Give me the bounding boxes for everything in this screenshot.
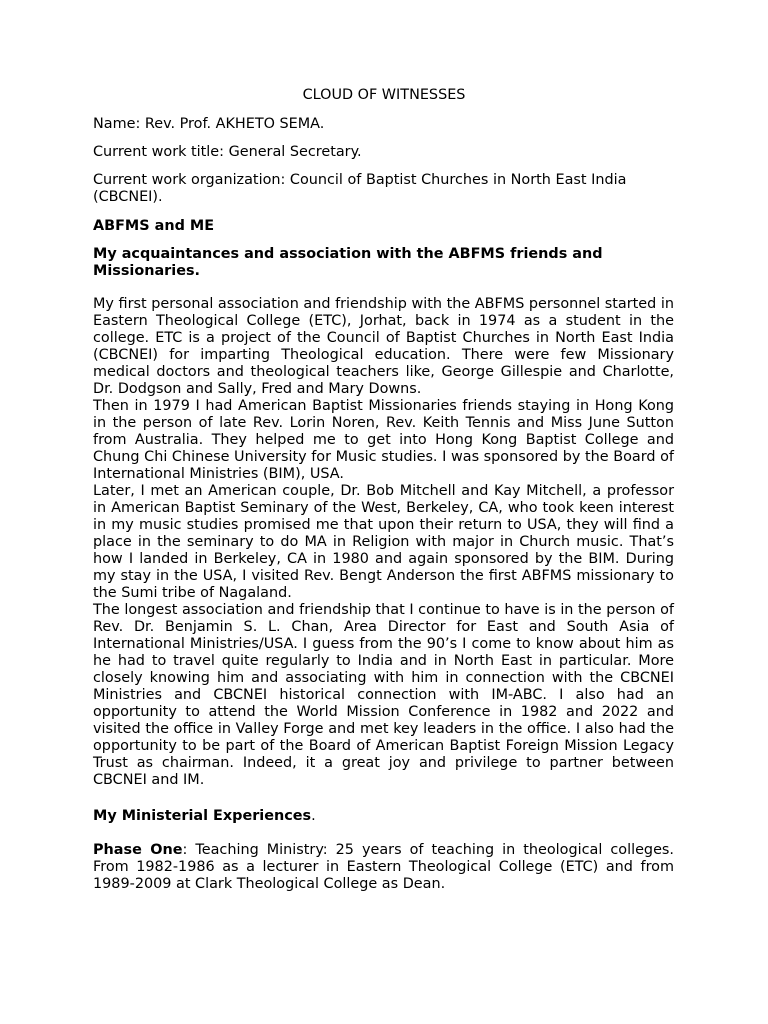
work-title-line: Current work title: General Secretary. bbox=[93, 144, 362, 160]
ministerial-heading: My Ministerial Experiences bbox=[93, 808, 312, 824]
phase-one-label: Phase One bbox=[93, 842, 183, 858]
phase-one-text: : Teaching Ministry: 25 years of teaching in theological colleges. From 1982-1986 as a lecturer in Eastern Theological College (ETC) and from 1989-2009 at Clark Theological College as Dean. bbox=[93, 842, 674, 892]
name-line: Name: Rev. Prof. AKHETO SEMA. bbox=[93, 116, 325, 132]
ministerial-heading-line bbox=[93, 808, 674, 825]
phase-one-paragraph bbox=[93, 842, 674, 893]
ministerial-heading-period: . bbox=[311, 808, 316, 824]
subheading: My acquaintances and association with the ABFMS friends and Missionaries. bbox=[93, 246, 603, 279]
body-text bbox=[93, 296, 674, 789]
paragraph: My first personal association and friendship with the ABFMS personnel started in Eastern Theological College (ETC), Jorhat, back in 1974 as a student in the college. ETC is a project of the Council of Baptist Churches in North East India (CBCNEI) for imparting Theological education. There were few Missionary medical doctors and theological teachers like, George Gillespie and Charlotte, Dr. Dodgson and Sally, Fred and Mary Downs. bbox=[93, 296, 674, 397]
paragraph: The longest association and friendship that I continue to have is in the person of Rev. Dr. Benjamin S. L. Chan, Area Director for East and South Asia of International Ministries/USA. I guess from the 90’s I come to know about him as he had to travel quite regularly to India and in North East in particular. More closely knowing him and associating with him in connection with the CBCNEI Ministries and CBCNEI historical connection with IM-ABC. I also had an opportunity to attend the World Mission Conference in 1982 and 2022 and visited the office in Valley Forge and met key leaders in the office. I also had the opportunity to be part of the Board of American Baptist Foreign Mission Legacy Trust as chairman. Indeed, it a great joy and privilege to partner between CBCNEI and IM. bbox=[93, 602, 674, 788]
paragraph: Then in 1979 I had American Baptist Missionaries friends staying in Hong Kong in the person of late Rev. Lorin Noren, Rev. Keith Tennis and Miss June Sutton from Australia. They helped me to get into Hong Kong Baptist College and Chung Chi Chinese University for Music studies. I was sponsored by the Board of International Ministries (BIM), USA. bbox=[93, 398, 674, 482]
organization-line: Current work organization: Council of Baptist Churches in North East India (CBCNEI). bbox=[93, 172, 627, 205]
section-heading: ABFMS and ME bbox=[93, 218, 215, 234]
paragraph: Later, I met an American couple, Dr. Bob Mitchell and Kay Mitchell, a professor in American Baptist Seminary of the West, Berkeley, CA, who took keen interest in my music studies promised me that upon their return to USA, they will find a place in the seminary to do MA in Religion with major in Church music. That’s how I landed in Berkeley, CA in 1980 and again sponsored by the BIM. During my stay in the USA, I visited Rev. Bengt Anderson the first ABFMS missionary to the Sumi tribe of Nagaland. bbox=[93, 483, 674, 601]
document-title: CLOUD OF WITNESSES bbox=[302, 87, 466, 103]
